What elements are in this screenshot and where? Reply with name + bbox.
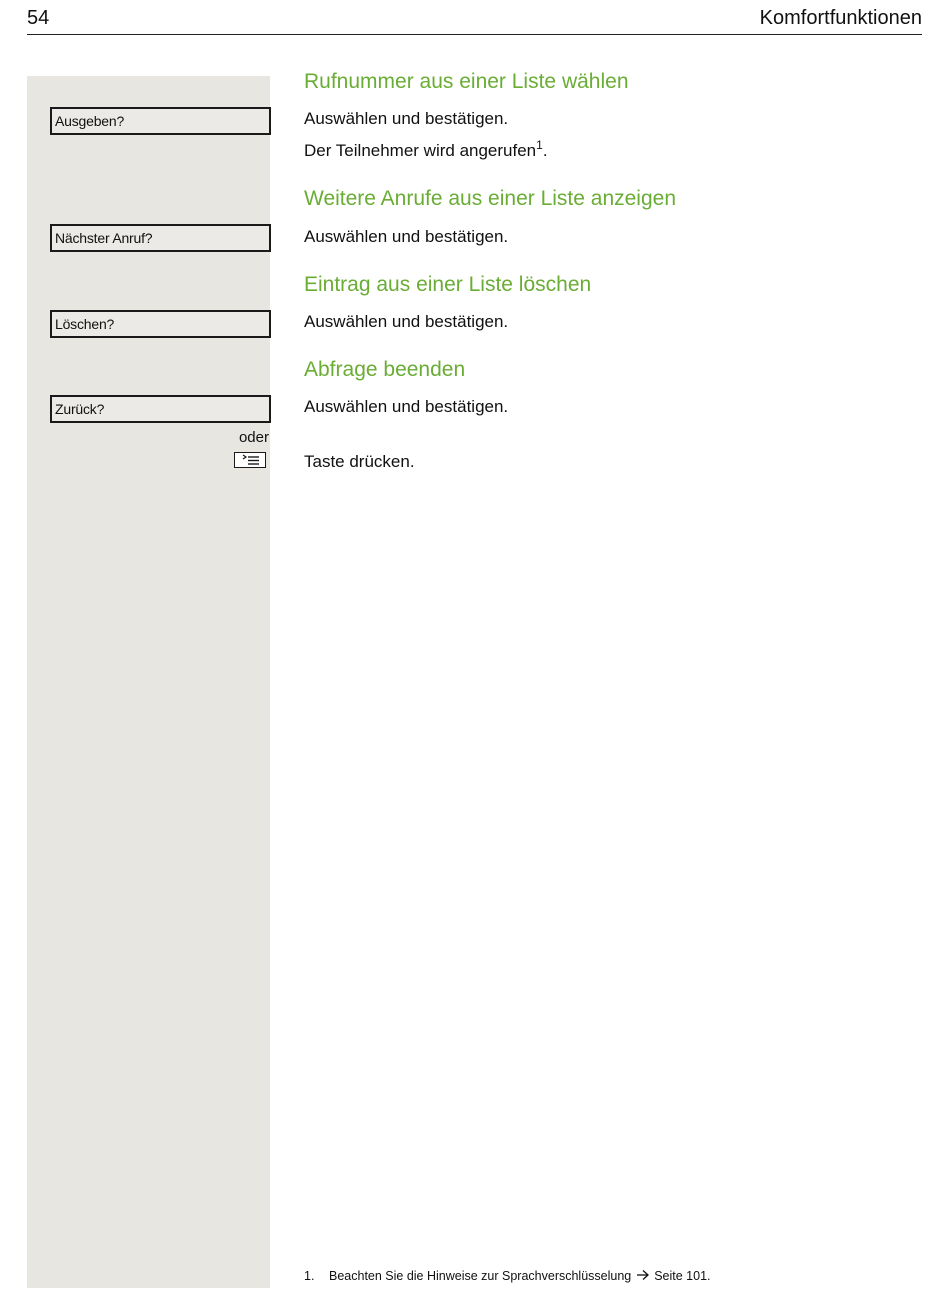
instruction-text: Der Teilnehmer wird angerufen$^1$. — [304, 138, 548, 160]
menu-item-naechster-anruf: Nächster Anruf? — [50, 224, 271, 252]
page-number: 54 — [27, 7, 50, 29]
or-label: oder — [238, 429, 269, 446]
section-heading: Rufnummer aus einer Liste wählen — [304, 70, 629, 93]
footnote — [304, 1268, 711, 1284]
instruction-text: Auswählen und bestätigen. — [304, 227, 509, 246]
footnote-number: 1. — [304, 1269, 315, 1283]
instruction-text: Auswählen und bestätigen. — [304, 109, 509, 128]
instruction-text: Auswählen und bestätigen. — [304, 397, 509, 416]
section-heading: Eintrag aus einer Liste löschen — [304, 273, 592, 296]
footnote-text: Beachten Sie die Hinweise zur Sprachverschlüsselung — [329, 1269, 632, 1283]
footnote-page-ref: Seite 101. — [654, 1269, 711, 1283]
menu-key-icon — [234, 452, 266, 468]
page-header — [27, 0, 922, 35]
instruction-text: Taste drücken. — [304, 452, 415, 471]
menu-item-ausgeben: Ausgeben? — [50, 107, 271, 135]
section-heading: Weitere Anrufe aus einer Liste anzeigen — [304, 187, 677, 210]
sidebar — [27, 76, 270, 1288]
right-arrow-icon — [635, 1268, 651, 1283]
menu-item-zurueck: Zurück? — [50, 395, 271, 423]
section-heading: Abfrage beenden — [304, 358, 466, 381]
footnote-ref: 1 — [536, 138, 543, 152]
menu-item-loeschen: Löschen? — [50, 310, 271, 338]
instruction-text: Auswählen und bestätigen. — [304, 312, 509, 331]
chapter-title: Komfortfunktionen — [759, 7, 922, 29]
